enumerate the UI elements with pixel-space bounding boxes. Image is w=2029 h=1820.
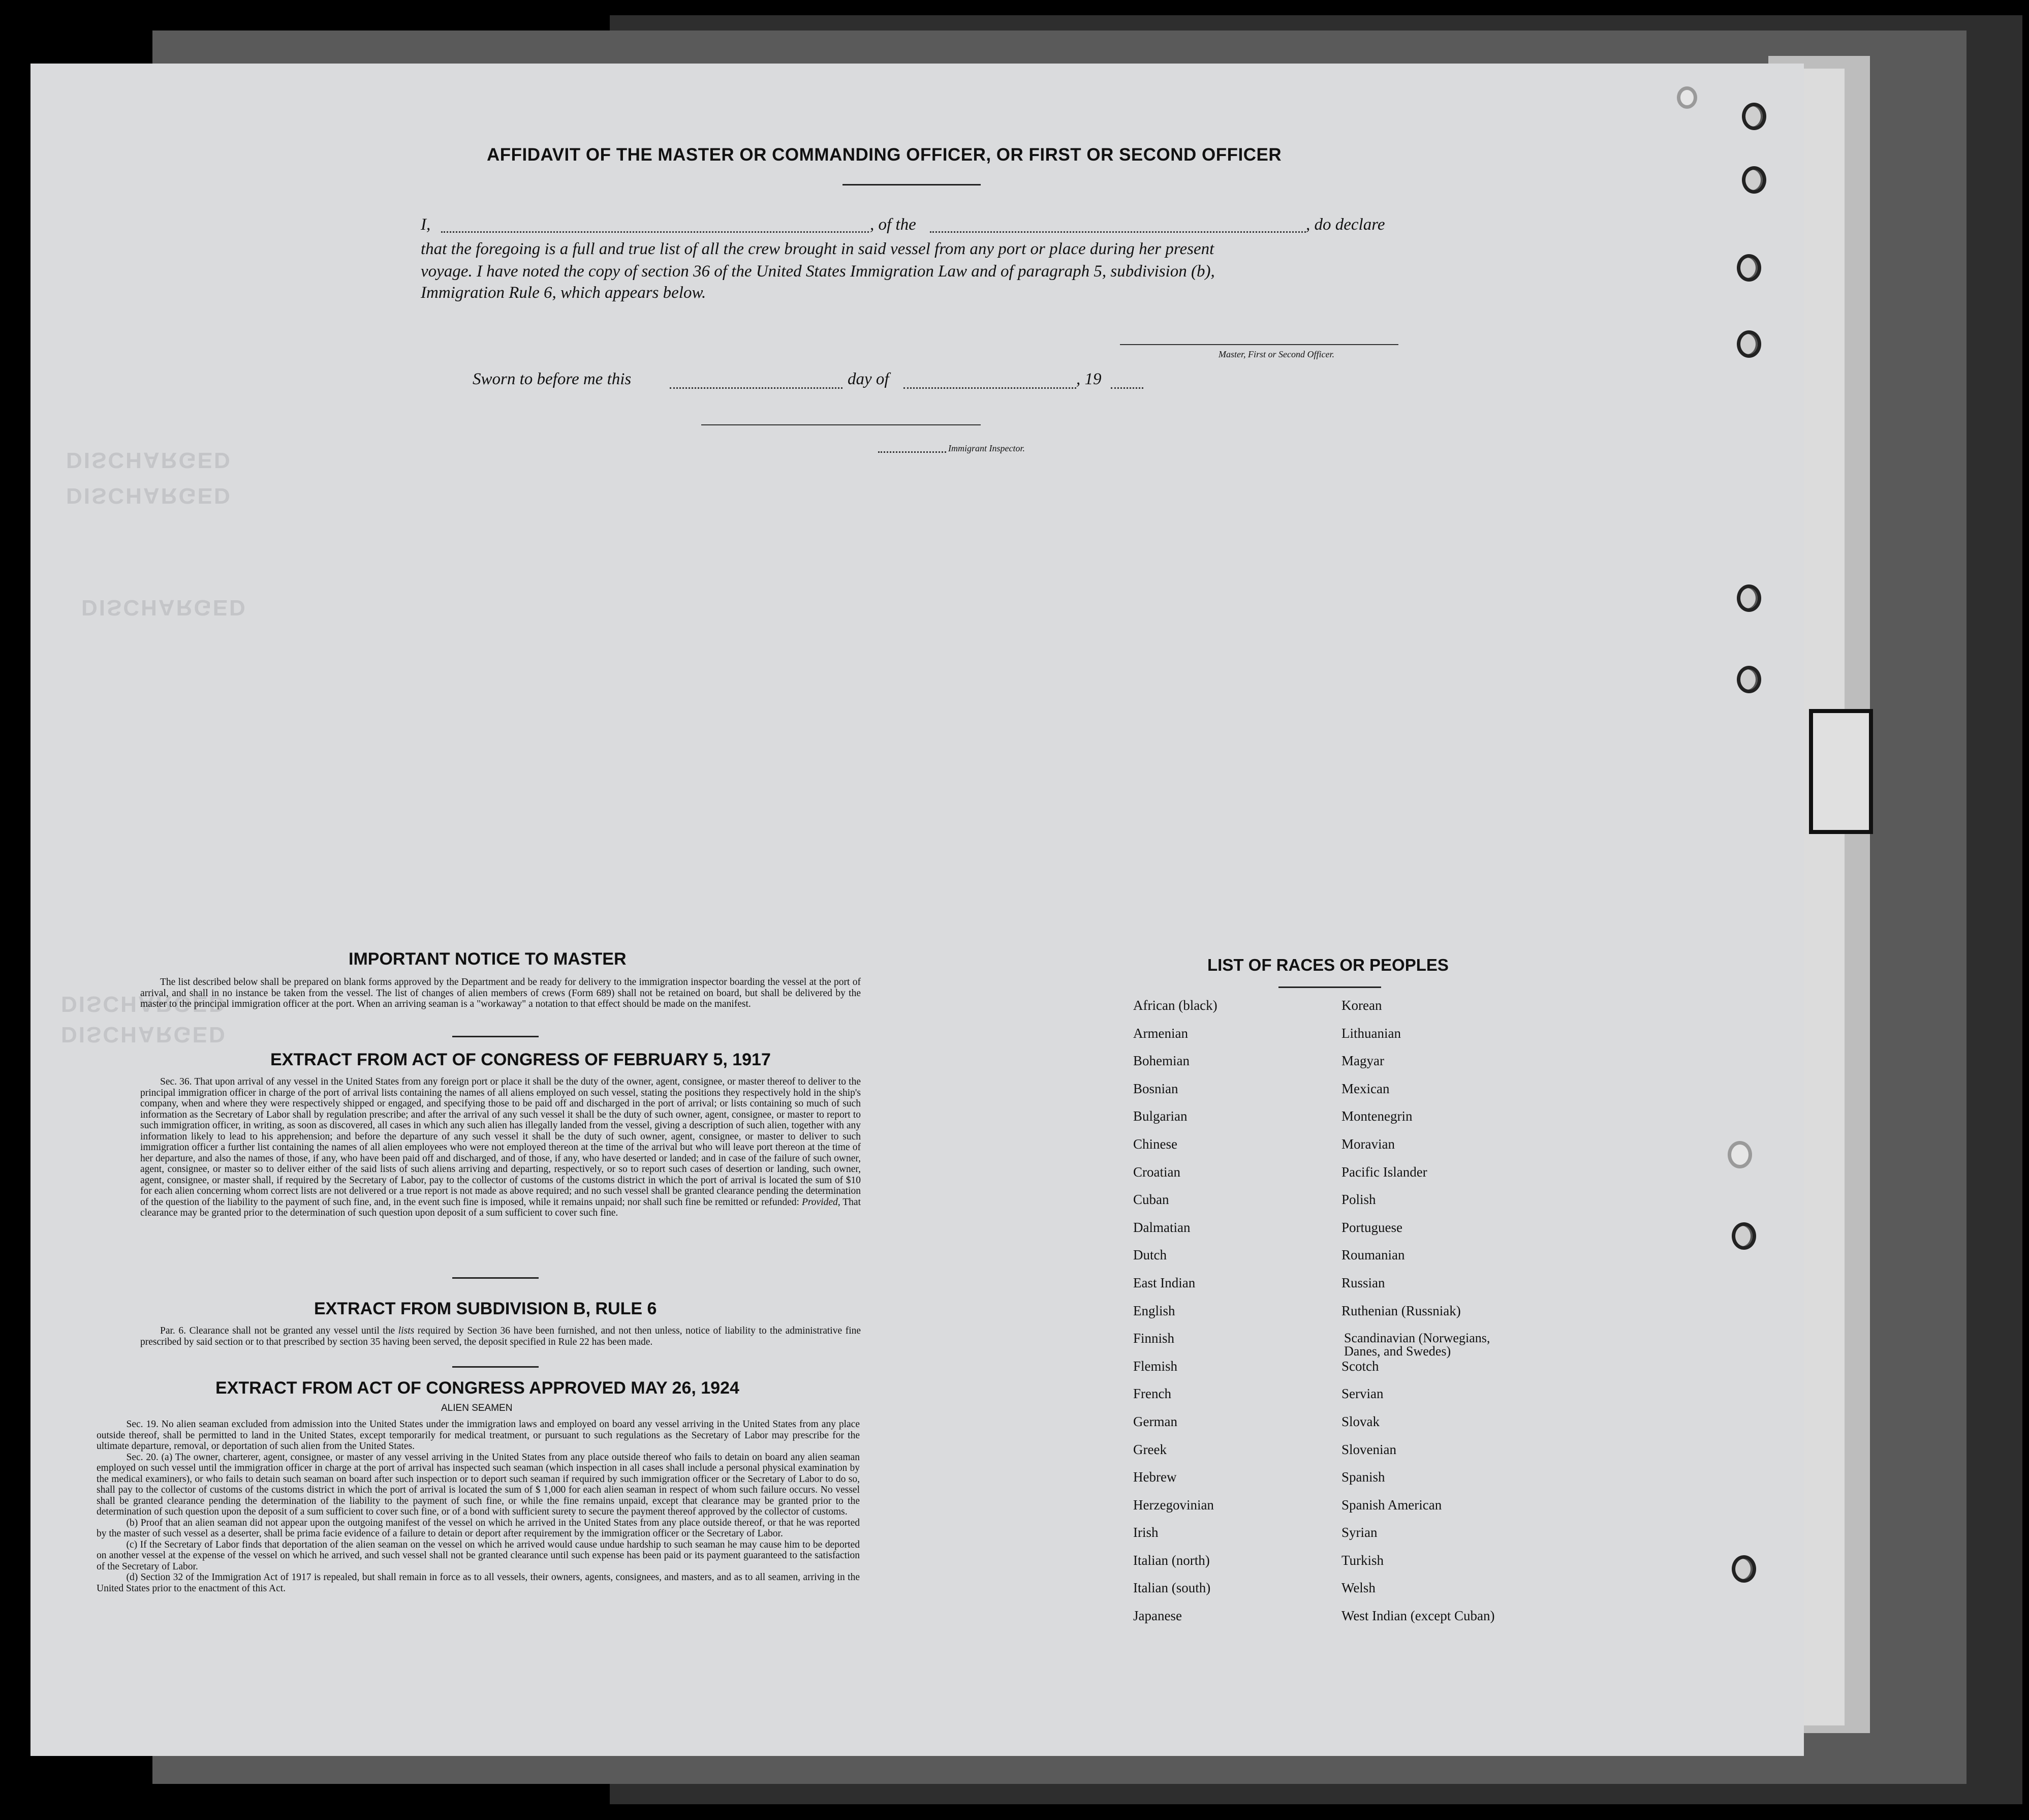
race-entry: Hebrew	[1133, 1469, 1177, 1485]
race-row	[1133, 1360, 1550, 1387]
back-sheet-edge	[1799, 69, 1845, 1725]
extract-1917-title: EXTRACT FROM ACT OF CONGRESS OF FEBRUARY 5, 1917	[270, 1050, 771, 1069]
race-entry: Greek	[1133, 1441, 1167, 1457]
affidavit-line-2: that the foregoing is a full and true list of all the crew brought in said vessel from any port or place during her present	[421, 240, 1214, 258]
extract-1924-paragraph: (d) Section 32 of the Immigration Act of 1917 is repealed, but shall remain in force as to all vessels, their owners, agents, consignees, and masters, and as to all seamen, arriving in the United States prior to the enactment of this Act.	[97, 1572, 860, 1594]
name-blank	[441, 231, 869, 233]
extract-rule6-text-b: required by Section 36 have been furnished, and not then unless, notice of liability to the administrative fine prescribed by said section or to that prescribed by section 35 having been served, the deposit specified in Rule 22 has been made.	[140, 1325, 861, 1347]
race-entry: Portuguese	[1341, 1219, 1402, 1235]
race-entry: Mexican	[1341, 1081, 1390, 1096]
race-row	[1133, 1443, 1550, 1471]
race-row	[1133, 1498, 1550, 1526]
bleed-through-mark: DISCHARGED	[61, 992, 227, 1016]
notice-title: IMPORTANT NOTICE TO MASTER	[349, 949, 627, 969]
binder-ring	[1728, 1141, 1752, 1168]
binder-ring	[1742, 103, 1766, 130]
extract-rule6-text-a: Par. 6. Clearance shall not be granted any vessel until the	[160, 1325, 395, 1336]
race-entry: Italian (north)	[1133, 1552, 1210, 1568]
race-entry: Welsh	[1341, 1580, 1376, 1596]
extract-rule6-text	[140, 1325, 861, 1347]
extract-rule6-italic: lists	[398, 1325, 415, 1336]
year-blank	[1111, 387, 1143, 389]
race-entry: Bohemian	[1133, 1053, 1190, 1069]
race-entry: Cuban	[1133, 1192, 1169, 1208]
race-row	[1133, 1137, 1550, 1165]
bleed-through-mark: DISCHARGED	[61, 1022, 227, 1047]
race-row	[1133, 1387, 1550, 1415]
sworn-text: Sworn to before me this	[473, 370, 632, 388]
race-row	[1133, 1470, 1550, 1498]
inspector-signature-line	[701, 424, 981, 425]
race-entry: French	[1133, 1386, 1171, 1402]
race-row	[1133, 1526, 1550, 1554]
race-entry: Magyar	[1341, 1053, 1384, 1069]
notice-text: The list described below shall be prepared on blank forms approved by the Department and be ready for delivery to the immigration inspector boarding the vessel at the port of arrival, and shall in no instance be taken from the vessel. The list of changes of alien members of crews (Form 689) shall not be retained on board, but shall be delivered by the master to the principal immigration officer at the port. When an arriving seaman is a "workaway" a notation to that effect should be made on the manifest.	[140, 977, 861, 1009]
race-entry: African (black)	[1133, 998, 1218, 1013]
extract-1924-paragraph: Sec. 19. No alien seaman excluded from admission into the United States under the immigration laws and employed on board any vessel arriving in the United States from any place outside thereof, shall be permitted to land in the United States, except temporarily for medical treatment, or pursuant to such regulations as the Secretary of Labor may prescribe for the ultimate departure, removal, or deportation of such alien from the United States.	[97, 1419, 860, 1452]
section-rule	[452, 1366, 539, 1368]
race-entry: Syrian	[1341, 1525, 1378, 1540]
binder-ring	[1737, 666, 1761, 693]
races-title: LIST OF RACES OR PEOPLES	[1207, 955, 1449, 974]
race-entry: Spanish	[1341, 1469, 1385, 1485]
inspector-dots	[878, 451, 946, 453]
races-list	[1133, 999, 1550, 1637]
race-entry: English	[1133, 1303, 1175, 1318]
month-blank	[903, 387, 1076, 389]
extract-rule6-title: EXTRACT FROM SUBDIVISION B, RULE 6	[314, 1299, 657, 1318]
race-entry: Moravian	[1341, 1136, 1395, 1152]
affidavit-declare: , do declare	[1306, 215, 1385, 234]
affidavit-i: I,	[421, 215, 431, 234]
races-rule	[1278, 986, 1381, 988]
bleed-through-mark: DISCHARGED	[66, 448, 232, 473]
race-entry: Herzegovinian	[1133, 1497, 1214, 1513]
race-entry: Japanese	[1133, 1608, 1182, 1624]
section-rule	[452, 1036, 539, 1037]
race-entry: Flemish	[1133, 1358, 1178, 1374]
binder-ring	[1737, 330, 1761, 358]
race-entry: Bulgarian	[1133, 1108, 1188, 1124]
race-entry: Spanish American	[1341, 1497, 1442, 1513]
race-entry: Ruthenian (Russniak)	[1341, 1303, 1461, 1318]
race-entry: East Indian	[1133, 1275, 1196, 1290]
race-entry: West Indian (except Cuban)	[1341, 1608, 1495, 1624]
binder-ring	[1732, 1222, 1756, 1250]
affidavit-of-the: , of the	[870, 215, 916, 234]
extract-1924-paragraph: (c) If the Secretary of Labor finds that deportation of the alien seaman on the vessel on which he arrived would cause undue hardship to such seaman he may cause him to be deported on another vessel at the expense of the vessel on which he arrived, and such vessel shall not be granted clearance until such expense has been paid or its payment guaranteed to the satisfaction of the Secretary of Labor.	[97, 1539, 860, 1572]
bleed-through-mark: DISCHARGED	[66, 483, 232, 508]
binder-ring	[1677, 86, 1697, 109]
master-label: Master, First or Second Officer.	[1219, 349, 1334, 359]
race-row	[1133, 1276, 1550, 1304]
extract-1917-text-b: That clearance may be granted prior to the determination of such question upon deposit of a sum sufficient to cover such fine.	[140, 1196, 861, 1218]
race-entry: Slovak	[1341, 1413, 1380, 1429]
race-row	[1133, 1082, 1550, 1110]
race-entry: Pacific Islander	[1341, 1164, 1427, 1180]
binder-ring	[1737, 254, 1761, 282]
race-row	[1133, 1027, 1550, 1055]
race-entry: Turkish	[1341, 1552, 1384, 1568]
extract-1917-text	[140, 1076, 861, 1219]
race-row	[1133, 1609, 1550, 1637]
race-entry: Roumanian	[1341, 1247, 1405, 1263]
race-entry: Slovenian	[1341, 1441, 1396, 1457]
stamp-box	[1809, 709, 1873, 834]
race-row	[1133, 1193, 1550, 1221]
extract-1924-title: EXTRACT FROM ACT OF CONGRESS APPROVED MAY 26, 1924	[215, 1378, 739, 1398]
affidavit-line-1	[421, 215, 430, 234]
section-rule	[452, 1277, 539, 1279]
extract-1917-italic: Provided,	[801, 1196, 840, 1208]
race-entry: Bosnian	[1133, 1081, 1178, 1096]
race-row	[1133, 1221, 1550, 1249]
affidavit-title: AFFIDAVIT OF THE MASTER OR COMMANDING OFFICER, OR FIRST OR SECOND OFFICER	[487, 145, 1282, 165]
race-entry: Scotch	[1341, 1358, 1379, 1374]
race-row	[1133, 1054, 1550, 1082]
race-entry: Montenegrin	[1341, 1108, 1413, 1124]
race-entry: Dutch	[1133, 1247, 1167, 1263]
race-entry: Irish	[1133, 1525, 1159, 1540]
affidavit-line-3: voyage. I have noted the copy of section 36 of the United States Immigration Law and of paragraph 5, subdivision (b),	[421, 262, 1215, 281]
race-row	[1133, 1304, 1550, 1332]
vessel-blank	[930, 231, 1306, 233]
race-entry: Scandinavian (Norwegians, Danes, and Swedes)	[1344, 1331, 1490, 1359]
race-entry: Korean	[1341, 998, 1382, 1013]
affidavit-line-4: Immigration Rule 6, which appears below.	[421, 284, 706, 302]
race-row	[1133, 1109, 1550, 1137]
extract-1917-text-a: Sec. 36. That upon arrival of any vessel in the United States from any foreign port or place it shall be the duty of the owner, agent, consignee, or master thereof to deliver to the principal immigration officer in charge of the port of arrival lists containing the names of all aliens employed on such vessel, stating the positions they respectively hold in the ship's company, when and where they were respectively shipped or engaged, and specifying those to be paid off and discharged in the port of arrival; or lists containing so much of such information as the Secretary of Labor shall by regulation prescribe; and after the arrival of any such vessel it shall be the duty of such owner, agent, consignee, or master to report to such immigration officer, in writing, as soon as discovered, all cases in which any such alien has illegally landed from the vessel, giving a description of such alien, together with any information likely to lead to his apprehension; and before the departure of any such vessel it shall be the duty of such owner, agent, consignee, or master to deliver to such immigration officer a further list containing the names of all alien employees who were not employed thereon at the time of the arrival but who will leave port thereon at the time of her departure, and also the names of those, if any, who have been paid off and discharged, and of those, if any, who have deserted or landed; and in case of the failure of such owner, agent, consignee, or master so to deliver either of the said lists of such aliens arriving and departing, respectively, or so to report such cases of desertion or landing, such owner, agent, consignee, or master shall, if required by the Secretary of Labor, pay to the collector of customs of the customs district in which the port of arrival is located the sum of $10 for each alien concerning whom correct lists are not delivered or a true report is not made as above required; and no such vessel shall be granted clearance pending the determination of the question of the liability to the payment of such fine, and, in the event such fine is imposed, while it remains unpaid; nor shall such fine be remitted or refunded:	[140, 1076, 861, 1208]
extract-1924-text	[97, 1419, 860, 1594]
race-row	[1133, 1248, 1550, 1276]
sworn-day-of: day of	[848, 370, 889, 388]
race-row	[1133, 999, 1550, 1027]
race-entry: Dalmatian	[1133, 1219, 1191, 1235]
binder-ring	[1737, 584, 1761, 612]
race-row	[1133, 1415, 1550, 1443]
binder-ring	[1732, 1555, 1756, 1583]
race-entry: German	[1133, 1413, 1177, 1429]
race-row	[1133, 1581, 1550, 1609]
race-row	[1133, 1165, 1550, 1193]
sworn-year: , 19	[1076, 370, 1102, 388]
race-entry: Chinese	[1133, 1136, 1177, 1152]
race-entry: Polish	[1341, 1192, 1376, 1208]
extract-1924-paragraph: (b) Proof that an alien seaman did not appear upon the outgoing manifest of the vessel on which he arrived in the United States from any place outside thereof, or that he was reported by the master of such vessel as a deserter, shall be prima facie evidence of a failure to detain or deport after requirement by the immigration officer or the Secretary of Labor.	[97, 1517, 860, 1539]
race-entry: Italian (south)	[1133, 1580, 1211, 1596]
race-row	[1133, 1332, 1550, 1360]
inspector-label: Immigrant Inspector.	[948, 443, 1025, 453]
bleed-through-mark: DISCHARGED	[81, 595, 247, 620]
race-entry: Lithuanian	[1341, 1025, 1401, 1041]
race-entry: Croatian	[1133, 1164, 1180, 1180]
binder-ring	[1742, 166, 1766, 194]
race-entry: Finnish	[1133, 1331, 1175, 1346]
race-row	[1133, 1554, 1550, 1582]
race-entry: Russian	[1341, 1275, 1385, 1290]
day-blank	[670, 387, 842, 389]
extract-1924-paragraph: Sec. 20. (a) The owner, charterer, agent, consignee, or master of any vessel arriving in the United States from any place outside thereof who fails to detain on board any alien seaman employed on such vessel until the immigration officer in charge at the port of arrival has inspected such seaman (which inspection in all cases shall include a personal physical examination by the medical examiners), or who fails to detain such seaman on board after such inspection or to deport such seaman if required by such immigration officer or the Secretary of Labor to do so, shall pay to the collector of customs of the customs district in which the port of arrival is located the sum of $ 1,000 for each alien seaman in respect of whom such failure occurs. No vessel shall be granted clearance pending the determination of the liability to the payment of such fine, or while the fine remains unpaid, except that clearance may be granted prior to the determination of such question upon the deposit of a sum sufficient to cover such fine, or of a bond with sufficient surety to secure the payment thereof approved by the collector of customs.	[97, 1452, 860, 1517]
race-entry: Servian	[1341, 1386, 1384, 1402]
extract-1924-subtitle: ALIEN SEAMEN	[441, 1403, 513, 1413]
title-rule	[842, 184, 981, 186]
master-signature-line	[1120, 344, 1398, 345]
race-entry: Armenian	[1133, 1025, 1188, 1041]
